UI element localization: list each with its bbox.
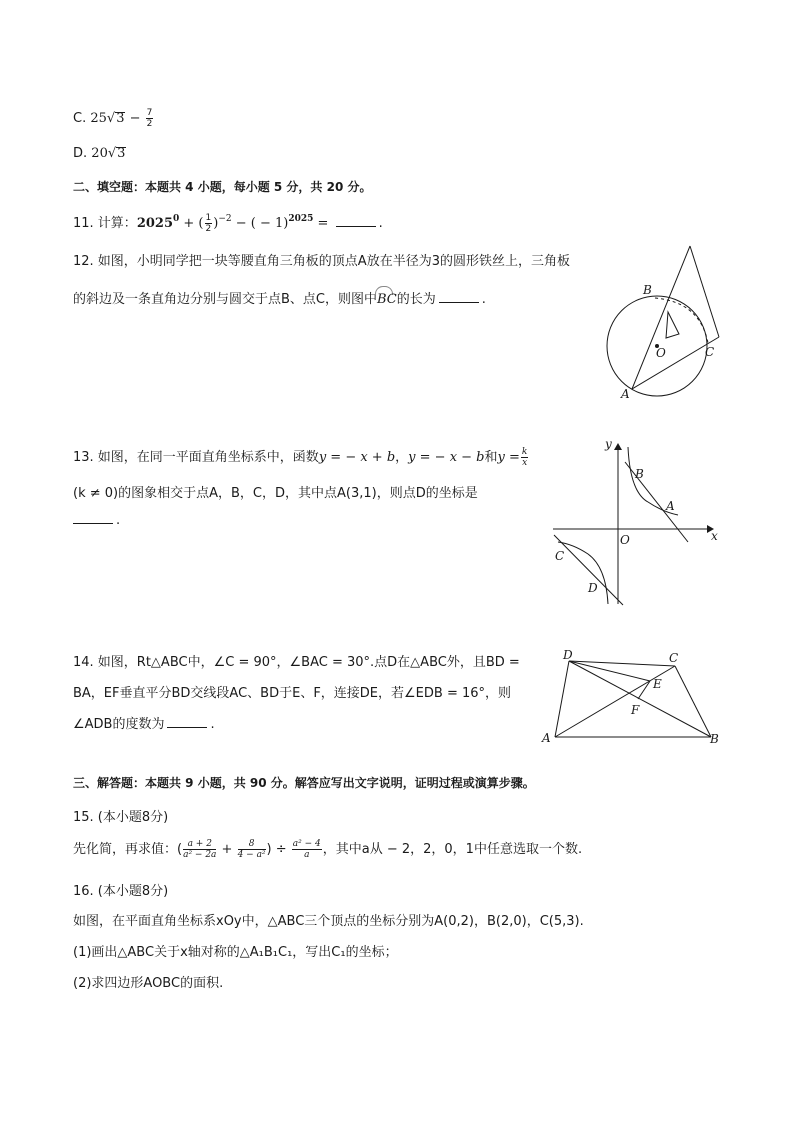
label-e: E [653, 677, 662, 691]
question-16-line-3: (2)求四边形AOBC的面积. [73, 976, 224, 991]
text: 13. 如图，在同一平面直角坐标系中，函数 [73, 450, 319, 465]
section-2-heading: 二、填空题：本题共 4 小题，每小题 5 分，共 20 分。 [73, 180, 372, 194]
seg-cb [675, 666, 711, 737]
section-3-heading: 三、解答题：本题共 9 小题，共 90 分。解答应写出文字说明，证明过程或演算步骤。 [73, 776, 535, 790]
label-o: O [620, 533, 630, 547]
label-c: C [705, 345, 715, 359]
seg-da [555, 661, 569, 737]
option-label: C. [73, 111, 87, 126]
coef: 20 [91, 146, 108, 161]
label-a: A [621, 387, 630, 401]
leg [690, 246, 719, 337]
answer-blank[interactable] [439, 291, 479, 303]
hypotenuse [632, 246, 690, 389]
label-x: x [711, 529, 718, 543]
label-c: C [669, 651, 679, 665]
option-d: D. 20√3 [73, 146, 126, 161]
label-a: A [542, 731, 551, 745]
question-16-line-1: 如图，在平面直角坐标系xOy中，△ABC三个顶点的坐标分别为A(0,2)，B(2,0)，C(5,3). [73, 914, 584, 929]
radicand: 3 [117, 146, 126, 161]
question-16-line-2: (1)画出△ABC关于x轴对称的△A₁B₁C₁，写出C₁的坐标； [73, 945, 398, 960]
question-14-line-1: 14. 如图，Rt△ABC中，∠C = 90°，∠BAC = 30°.点D在△ABC外，且BD = [73, 655, 520, 670]
coef: 25 [90, 111, 107, 126]
option-c: C. 25√3 − $\frac{7}{2}$ [73, 108, 153, 129]
function-1: y = − x + b [318, 450, 396, 465]
label-b: B [635, 467, 644, 481]
label-c: C [555, 549, 565, 563]
question-13-line-1: 13. 如图，在同一平面直角坐标系中，函数y = − x + b，y = − x − b和y = $\frac{k}{x}$ [73, 447, 528, 468]
label-d: D [563, 648, 573, 662]
label-o: O [656, 346, 666, 360]
text: ，其中a从 − 2，2，0，1中任意选取一个数. [322, 842, 583, 857]
question-15-heading: 15. (本小题8分) [73, 810, 169, 825]
question-13-line-2: (k ≠ 0)的图象相交于点A，B，C，D，其中点A(3,1)，则点D的坐标是 [73, 486, 478, 501]
inner-triangle [666, 312, 679, 338]
question-15-body: 先化简，再求值：( $\frac{a + 2}{\text{a² − 2a}}$ + $\frac{8}{\text{4 − a²}}$ ) ÷ $\frac{\text{a² − 4}}{a}$ ，其中a从 − 2，2，0，1中任意选取一个数. [73, 839, 583, 860]
question-12-line-2: 的斜边及一条直角边分别与圆交于点B、点C，则图中BC的长为 . [73, 286, 486, 307]
figure-12 [575, 240, 725, 405]
label-y: y [605, 437, 612, 451]
question-13-line-3: . [73, 512, 120, 528]
fraction: $\frac{7}{2}$ [146, 108, 153, 129]
text: ∠ADB的度数为 [73, 717, 165, 732]
label-d: D [588, 581, 598, 595]
seg-db [569, 661, 711, 737]
hyperbola-lower [558, 542, 608, 604]
figure-13 [548, 432, 728, 607]
label-f: F [631, 703, 640, 717]
answer-blank[interactable] [167, 716, 207, 728]
text: 的长为 [396, 292, 436, 307]
question-12-line-1: 12. 如图，小明同学把一块等腰直角三角板的顶点A放在半径为3的圆形铁丝上，三角板 [73, 254, 570, 269]
label-b: B [710, 732, 719, 746]
question-14-line-2: BA，EF垂直平分BD交线段AC、BD于E、F，连接DE，若∠EDB = 16°，则 [73, 686, 512, 701]
radicand: 3 [116, 111, 125, 126]
option-label: D. [73, 146, 88, 161]
question-11: 11. 计算：$2025^0$ + ( $\frac{1}{2}$ )$^{-2}$ − ( − 1)$^{2025}$ = . [73, 213, 383, 234]
q-prefix: 11. 计算： [73, 216, 137, 231]
label-b: B [643, 283, 652, 297]
answer-blank[interactable] [336, 215, 376, 227]
operator: − [125, 111, 145, 126]
seg-ef [638, 681, 650, 699]
figure-14 [535, 644, 725, 749]
question-14-line-3: ∠ADB的度数为 . [73, 717, 215, 732]
function-3: y = [497, 450, 520, 465]
answer-blank[interactable] [73, 512, 113, 524]
function-2: y = − x − b [408, 450, 485, 465]
label-a: A [666, 499, 675, 513]
question-16-heading: 16. (本小题8分) [73, 884, 169, 899]
arc-label: BC [377, 292, 397, 307]
text: 先化简，再求值：( [73, 842, 183, 857]
text: 的斜边及一条直角边分别与圆交于点B、点C，则图中 [73, 292, 377, 307]
